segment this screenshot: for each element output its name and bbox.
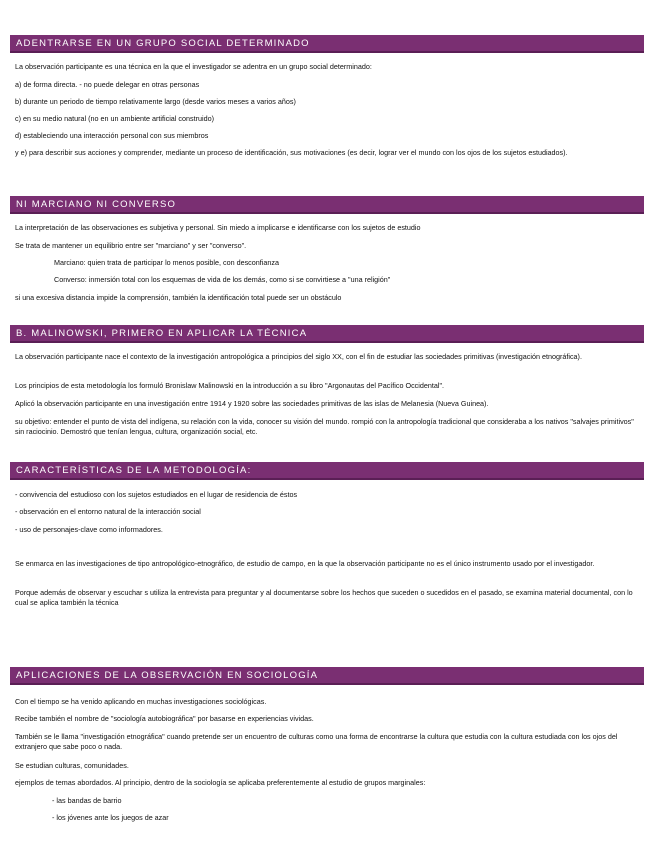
paragraph: Recibe también el nombre de "sociología autobiográfica" por basarse en experiencias vividas. [15,714,314,723]
list-item: - las bandas de barrio [52,796,122,805]
list-item: - los jóvenes ante los juegos de azar [52,813,169,822]
section-header-2: NI MARCIANO NI CONVERSO [10,196,644,214]
list-item: c) en su medio natural (no en un ambiente artificial construido) [15,114,214,123]
list-item: - convivencia del estudioso con los sujetos estudiados en el lugar de residencia de éstos [15,490,298,499]
paragraph: Se enmarca en las investigaciones de tipo antropológico-etnográfico, de estudio de campo, en la que la observación participante no es el único instrumento usado por el investigador. [15,559,595,568]
definition-marciano: Marciano: quien trata de participar lo menos posible, con desconfianza [54,258,279,267]
list-item: y e) para describir sus acciones y comprender, mediante un proceso de identificación, sus motivaciones (es decir, lograr ver el mundo con los ojos de los sujetos estudiados). [15,148,568,157]
paragraph: Con el tiempo se ha venido aplicando en muchas investigaciones sociológicas. [15,697,267,706]
list-item: - observación en el entorno natural de la interacción social [15,507,201,516]
section-header-5: APLICACIONES DE LA OBSERVACIÓN EN SOCIOLOGÍA [10,667,644,685]
list-item: - uso de personajes-clave como informadores. [15,525,163,534]
paragraph: ejemplos de temas abordados. Al principio, dentro de la sociología se aplicaba preferentemente al estudio de grupos marginales: [15,778,426,787]
definition-converso: Converso: inmersión total con los esquemas de vida de los demás, como si se convirtiese a "una religión" [54,275,391,284]
paragraph: Se estudian culturas, comunidades. [15,761,129,770]
list-item: d) estableciendo una interacción personal con sus miembros [15,131,209,140]
section-header-3: B. MALINOWSKI, PRIMERO EN APLICAR LA TÉCNICA [10,325,644,343]
paragraph: Los principios de esta metodología los formuló Bronislaw Malinowski en la introducción a su libro "Argonautas del Pacífico Occidental". [15,381,444,390]
section-header-4: CARACTERÍSTICAS DE LA METODOLOGÍA: [10,462,644,480]
list-item: b) durante un periodo de tiempo relativamente largo (desde varios meses a varios años) [15,97,296,106]
paragraph: Aplicó la observación participante en una investigación entre 1914 y 1920 sobre las sociedades primitivas de las islas de Melanesia (Nueva Guinea). [15,399,489,408]
paragraph: La interpretación de las observaciones es subjetiva y personal. Sin miedo a implicarse e identificarse con los sujetos de estudio [15,223,421,232]
paragraph: La observación participante es una técnica en la que el investigador se adentra en un grupo social determinado: [15,62,372,71]
paragraph: Se trata de mantener un equilibrio entre ser "marciano" y ser "converso". [15,241,247,250]
list-item: a) de forma directa. - no puede delegar en otras personas [15,80,200,89]
paragraph: También se le llama "investigación etnográfica" cuando pretende ser un encuentro de culturas como una forma de encontrarse la cultura que estudia con la cultura estudiada con los ojos del extranjero que sabe poco o nada. [15,732,618,751]
paragraph: La observación participante nace el contexto de la investigación antropológica a principios del siglo XX, con el fin de estudiar las sociedades primitivas (investigación etnográfica). [15,352,582,361]
paragraph: si una excesiva distancia impide la comprensión, también la identificación total puede ser un obstáculo [15,293,342,302]
section-header-1: ADENTRARSE EN UN GRUPO SOCIAL DETERMINADO [10,35,644,53]
paragraph: Porque además de observar y escuchar s utiliza la entrevista para preguntar y al documentarse sobre los hechos que suceden o sucedidos en el pasado, se examina material documental, con lo cual se aplica también la técnica [15,588,633,607]
paragraph: su objetivo: entender el punto de vista del indígena, su relación con la vida, conocer su visión del mundo. rompió con la antropología tradicional que consideraba a los nativos "salvajes primitivos" sin raciocinio. Demostró que tenían lengua, cultura, organización social, etc. [15,417,634,436]
